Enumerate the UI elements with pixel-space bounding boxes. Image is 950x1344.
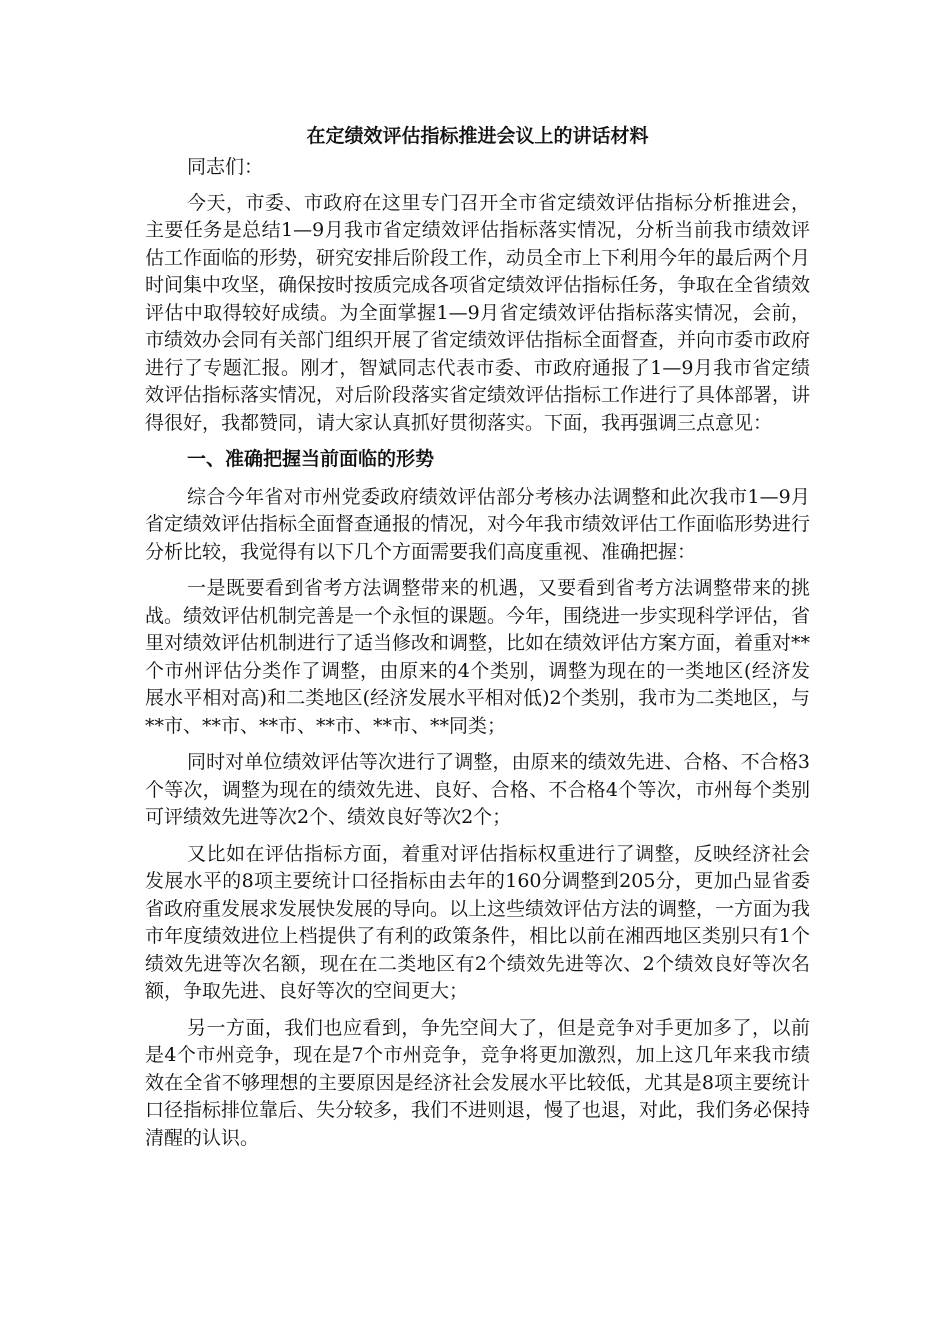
section-heading-1: 一、准确把握当前面临的形势 [187,448,435,470]
paragraph-overview: 综合今年省对市州党委政府绩效评估部分考核办法调整和此次我市1—9月省定绩效评估指标全面督查通报的情况，对今年我市绩效评估工作面临形势进行分析比较，我觉得有以下几个方面需要我们高度重视、准确把握： [145,485,811,563]
paragraph-intro: 今天，市委、市政府在这里专门召开全市省定绩效评估指标分析推进会，主要任务是总结1—9月我市省定绩效评估指标落实情况，分析当前我市绩效评估工作面临的形势，研究安排后阶段工作，动员全市上下利用今年的最后两个月时间集中攻坚，确保按时按质完成各项省定绩效评估指标任务，争取在全省绩效评估中取得较好成绩。为全面掌握1—9月省定绩效评估指标落实情况，会前，市绩效办会同有关部门组织开展了省定绩效评估指标全面督查，并向市委市政府进行了专题汇报。刚才，智斌同志代表市委、市政府通报了1—9月我市省定绩效评估指标落实情况，对后阶段落实省定绩效评估指标工作进行了具体部署，讲得很好，我都赞同，请大家认真抓好贯彻落实。下面，我再强调三点意见： [145,191,811,434]
paragraph-competition: 另一方面，我们也应看到，争先空间大了，但是竞争对手更加多了，以前是4个市州竞争，现在是7个市州竞争，竞争将更加激烈，加上这几年来我市绩效在全省不够理想的主要原因是经济社会发展水平比较低，尤其是8项主要统计口径指标排位靠后、失分较多，我们不进则退，慢了也退，对此，我们务必保持清醒的认识。 [145,1016,811,1149]
paragraph-opportunity: 一是既要看到省考方法调整带来的机遇，又要看到省考方法调整带来的挑战。绩效评估机制完善是一个永恒的课题。今年，围绕进一步实现科学评估，省里对绩效评估机制进行了适当修改和调整，比如在绩效评估方案方面，着重对**个市州评估分类作了调整，由原来的4个类别，调整为现在的一类地区(经济发展水平相对高)和二类地区(经济发展水平相对低)2个类别，我市为二类地区，与**市、**市、**市、**市、**市、**同类； [145,577,811,737]
paragraph-grade-adjustment: 同时对单位绩效评估等次进行了调整，由原来的绩效先进、合格、不合格3个等次，调整为现在的绩效先进、良好、合格、不合格4个等次，市州每个类别可评绩效先进等次2个、绩效良好等次2个； [145,751,810,828]
document-title: 在定绩效评估指标推进会议上的讲话材料 [306,125,649,147]
paragraph-indicator-weight: 又比如在评估指标方面，着重对评估指标权重进行了调整，反映经济社会发展水平的8项主要统计口径指标由去年的160分调整到205分，更加凸显省委省政府重发展求发展快发展的导向。以上这些绩效评估方法的调整，一方面为我市年度绩效进位上档提供了有利的政策条件，相比以前在湘西地区类别只有1个绩效先进等次名额，现在在二类地区有2个绩效先进等次、2个绩效良好等次名额，争取先进、良好等次的空间更大； [145,842,811,1002]
salutation: 同志们： [187,156,264,178]
document-body [145,122,810,1161]
